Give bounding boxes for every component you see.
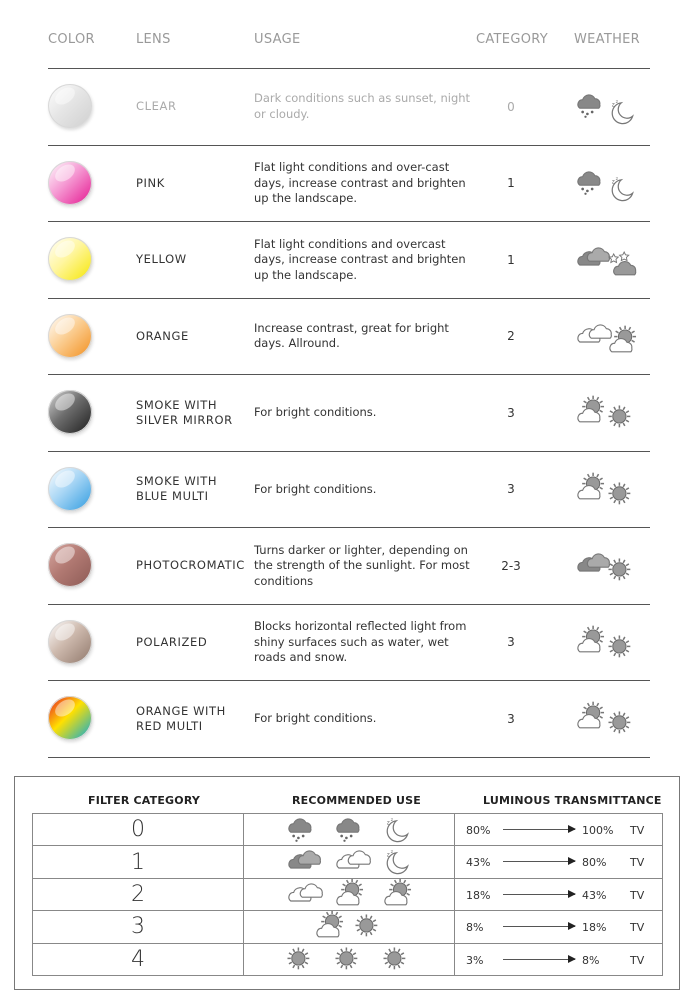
lens-category: 2	[507, 329, 515, 344]
transmittance-range	[455, 846, 663, 877]
svg-text:z: z	[390, 850, 394, 856]
lens-color-swatch	[48, 467, 92, 511]
color-column-header: COLOR	[48, 32, 95, 47]
lens-name: POLARIZED	[136, 634, 208, 649]
lens-category: 3	[507, 482, 515, 497]
usage-column-header: USAGE	[254, 32, 301, 47]
cloud-sun-icon	[578, 472, 604, 498]
snow-cloud-icon	[289, 819, 311, 842]
lens-column-header: LENS	[136, 32, 171, 47]
lens-color-swatch	[48, 84, 92, 128]
filter-row	[32, 814, 663, 846]
arrow-right-icon	[503, 959, 575, 960]
recommended-use-icons	[244, 879, 455, 910]
lens-usage: Increase contrast, great for bright days. Allround.	[254, 320, 449, 351]
sun-icon	[608, 558, 630, 580]
lens-usage: For bright conditions.	[254, 405, 377, 419]
filter-category-value: 3	[33, 911, 244, 942]
lens-weather-icons	[572, 617, 642, 667]
lens-color-swatch	[48, 390, 92, 434]
lens-weather-icons	[572, 387, 642, 437]
cloud-sun-icon	[578, 625, 604, 651]
night-moon-icon	[387, 818, 408, 842]
lens-usage: For bright conditions.	[254, 481, 377, 496]
transmittance-range	[455, 944, 663, 975]
luminous-transmittance-header: LUMINOUS TRANSMITTANCE	[483, 794, 662, 807]
lens-category: 3	[507, 405, 515, 420]
cloud-icon	[337, 851, 370, 868]
cloud-sun-icon	[610, 325, 636, 351]
lens-usage: Turns darker or lighter, depending on the strength of the sunlight. For most conditions	[254, 542, 470, 588]
lens-usage: Blocks horizontal reflected light from shiny surfaces such as water, wet roads and snow.	[254, 619, 467, 664]
lens-weather-icons	[572, 234, 642, 284]
lens-row	[48, 452, 650, 529]
lens-usage: Flat light conditions and over-cast days, increase contrast and brighten up the landscape.	[254, 160, 466, 205]
lens-color-swatch	[48, 237, 92, 281]
filter-row	[32, 944, 663, 976]
sun-icon	[608, 405, 630, 427]
sun-icon	[608, 482, 630, 504]
recommended-use-header: RECOMMENDED USE	[292, 794, 421, 807]
transmittance-unit: TV	[630, 824, 645, 837]
transmittance-high: 18%	[582, 921, 607, 935]
svg-text:z: z	[615, 99, 619, 105]
lens-row	[48, 299, 650, 376]
snow-cloud-icon	[578, 171, 600, 194]
transmittance-range	[455, 911, 663, 942]
lens-row	[48, 605, 650, 682]
lens-row	[48, 222, 650, 299]
filter-row	[32, 911, 663, 943]
night-moon-icon	[612, 100, 633, 124]
lens-row	[48, 146, 650, 223]
transmittance-low: 3%	[466, 953, 484, 967]
category-column-header: CATEGORY	[476, 32, 548, 47]
lens-weather-icons	[572, 81, 642, 131]
dark-cloud-icon	[578, 554, 610, 571]
svg-text:z: z	[390, 817, 394, 823]
stars-cloud-icon	[609, 252, 636, 275]
sun-icon	[608, 711, 630, 733]
transmittance-low: 43%	[466, 856, 491, 870]
lens-category: 1	[507, 176, 515, 191]
svg-text:z: z	[386, 820, 390, 827]
transmittance-high: 43%	[582, 888, 607, 902]
filter-category-value: 2	[33, 879, 244, 910]
cloud-sun-icon	[385, 879, 411, 905]
transmittance-unit: TV	[630, 921, 645, 935]
filter-category-value: 0	[33, 814, 244, 845]
lens-name: PHOTOCROMATIC	[136, 558, 245, 573]
cloud-sun-icon	[317, 911, 343, 937]
lens-color-swatch	[48, 696, 92, 740]
svg-text:z: z	[386, 852, 390, 859]
transmittance-low: 18%	[466, 888, 491, 902]
lens-category: 2-3	[501, 558, 521, 573]
recommended-use-icons	[244, 846, 455, 877]
lens-weather-icons	[572, 311, 642, 361]
lens-category: 3	[507, 635, 515, 650]
filter-row	[32, 879, 663, 911]
lens-table	[48, 22, 650, 758]
cloud-sun-icon	[337, 879, 363, 905]
lens-weather-icons	[572, 158, 642, 208]
lens-name: ORANGE WITH RED MULTI	[136, 703, 226, 733]
lens-name: ORANGE	[136, 328, 189, 343]
filter-category-value: 4	[33, 944, 244, 975]
snow-cloud-icon	[337, 819, 359, 842]
lens-weather-icons	[572, 693, 642, 743]
recommended-use-icons	[244, 911, 455, 942]
sun-icon	[335, 947, 357, 969]
night-moon-icon	[612, 176, 633, 200]
cloud-icon	[578, 324, 611, 341]
transmittance-high: 80%	[582, 856, 607, 870]
transmittance-high: 8%	[582, 953, 600, 967]
lens-usage: For bright conditions.	[254, 711, 377, 725]
filter-row	[32, 846, 663, 878]
recommended-use-icons	[244, 944, 455, 975]
transmittance-unit: TV	[630, 953, 645, 967]
lens-name: CLEAR	[136, 99, 177, 114]
cloud-icon	[289, 884, 322, 901]
arrow-right-icon	[503, 861, 575, 862]
lens-color-swatch	[48, 161, 92, 205]
snow-cloud-icon	[578, 95, 600, 118]
svg-text:z: z	[611, 179, 615, 186]
lens-color-swatch	[48, 543, 92, 587]
arrow-right-icon	[503, 926, 575, 927]
lens-category: 1	[507, 252, 515, 267]
recommended-use-icons	[244, 814, 455, 845]
lens-weather-icons	[572, 464, 642, 514]
dark-cloud-icon	[578, 248, 610, 265]
svg-text:z: z	[611, 102, 615, 109]
lens-table-header	[48, 22, 650, 69]
dark-cloud-icon	[289, 851, 321, 868]
transmittance-unit: TV	[630, 856, 645, 870]
lens-name: SMOKE WITH SILVER MIRROR	[136, 397, 233, 427]
filter-category-header: FILTER CATEGORY	[88, 794, 201, 807]
transmittance-unit: TV	[630, 888, 645, 902]
lens-name: YELLOW	[136, 252, 187, 267]
cloud-sun-icon	[578, 396, 604, 422]
arrow-right-icon	[503, 829, 575, 830]
lens-usage: Flat light conditions and overcast days, increase contrast and brighten up the landscape.	[254, 236, 466, 282]
lens-weather-icons	[572, 540, 642, 590]
filter-category-value: 1	[33, 846, 244, 877]
transmittance-range	[455, 879, 663, 910]
transmittance-low: 80%	[466, 824, 491, 837]
lens-row	[48, 375, 650, 452]
filter-category-table	[14, 776, 680, 990]
arrow-right-icon	[503, 894, 575, 895]
weather-column-header: WEATHER	[574, 32, 641, 47]
transmittance-range	[455, 814, 663, 845]
lens-row	[48, 681, 650, 758]
cloud-sun-icon	[578, 702, 604, 728]
lens-name: PINK	[136, 175, 165, 190]
lens-row	[48, 528, 650, 605]
lens-name: SMOKE WITH BLUE MULTI	[136, 474, 218, 504]
night-moon-icon	[387, 850, 408, 874]
sun-icon	[287, 947, 309, 969]
sun-icon	[608, 635, 630, 657]
sun-icon	[383, 947, 405, 969]
lens-row	[48, 69, 650, 146]
transmittance-low: 8%	[466, 921, 484, 935]
lens-color-swatch	[48, 620, 92, 664]
lens-category: 0	[507, 99, 515, 114]
svg-text:z: z	[615, 176, 619, 182]
lens-color-swatch	[48, 314, 92, 358]
lens-category: 3	[507, 711, 515, 726]
transmittance-high: 100%	[582, 824, 614, 837]
lens-usage: Dark conditions such as sunset, night or cloudy.	[254, 91, 471, 121]
sun-icon	[355, 915, 377, 937]
